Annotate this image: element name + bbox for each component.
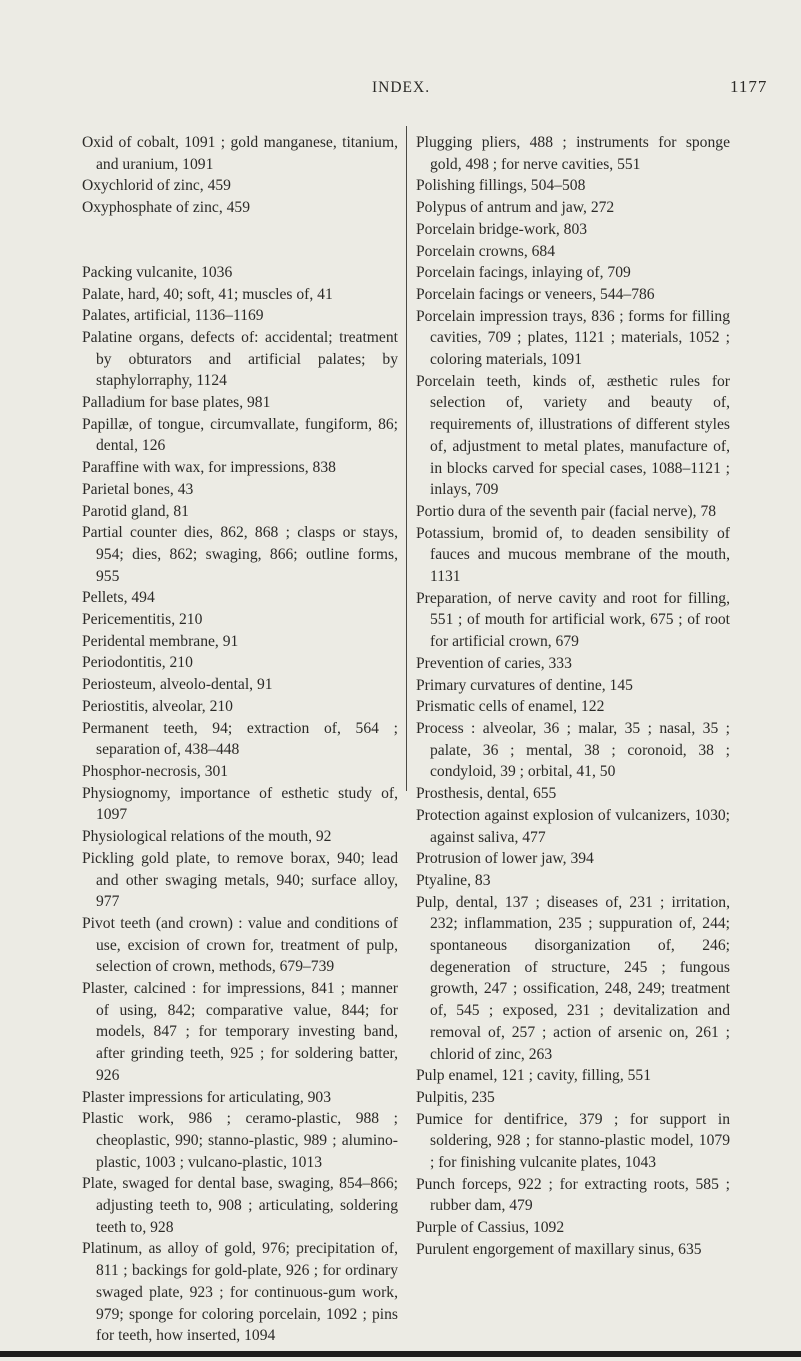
page-number: 1177 xyxy=(730,77,768,96)
index-entry: Portio dura of the seventh pair (facial nerve), 78 xyxy=(416,502,717,520)
index-entry: Palladium for base plates, 981 xyxy=(82,394,271,412)
index-entry: Porcelain teeth, kinds of, æsthetic rules for selection of, variety and beauty of, requirements of, illustrations of different styles of, adjustment to metal plates, manufacture of, in blocks carved for special cases, 1088–1121 ; inlays, 709 xyxy=(416,372,730,499)
index-entry: Process : alveolar, 36 ; malar, 35 ; nasal, 35 ; palate, 36 ; mental, 38 ; coronoid, 38 ; condyloid, 39 ; orbital, 41, 50 xyxy=(416,719,730,781)
index-entry: Papillæ, of tongue, circumvallate, fungiform, 86; dental, 126 xyxy=(82,415,398,455)
index-entry: Plaster, calcined : for impressions, 841 ; manner of using, 842; comparative value, 844; for models, 847 ; for temporary investing band, after grinding teeth, 925 ; for soldering batter, 926 xyxy=(82,980,398,1084)
index-entry: Purulent engorgement of maxillary sinus, 635 xyxy=(416,1240,702,1258)
index-entry: Palate, hard, 40; soft, 41; muscles of, 41 xyxy=(82,285,333,303)
right-column xyxy=(416,132,730,1261)
index-entry: Porcelain facings or veneers, 544–786 xyxy=(416,285,655,303)
index-entry: Pulp, dental, 137 ; diseases of, 231 ; irritation, 232; inflammation, 235 ; suppuration of, 244; spontaneous disorganization of, 246; degeneration of structure, 245 ; fungous growth, 247 ; ossification, 248, 249; treatment of, 545 ; exposed, 231 ; devitalization and removal of, 257 ; action of arsenic on, 261 ; chlorid of zinc, 263 xyxy=(416,893,730,1063)
index-entry: Porcelain facings, inlaying of, 709 xyxy=(416,264,631,282)
index-entry: Palatine organs, defects of: accidental; treatment by obturators and artificial palates; by staphylorraphy, 1124 xyxy=(82,328,398,390)
index-entry: Periodontitis, 210 xyxy=(82,654,193,672)
index-entry: Protrusion of lower jaw, 394 xyxy=(416,850,594,868)
index-entry: Periosteum, alveolo-dental, 91 xyxy=(82,676,273,694)
index-entry: Porcelain crowns, 684 xyxy=(416,242,556,260)
letter-gap xyxy=(82,219,398,262)
left-column xyxy=(82,132,398,1347)
index-entry: Plate, swaged for dental base, swaging, 854–866; adjusting teeth to, 908 ; articulating, soldering teeth to, 928 xyxy=(82,1175,398,1236)
bottom-edge-bar xyxy=(0,1351,801,1357)
index-entry: Physiognomy, importance of esthetic study of, 1097 xyxy=(82,784,398,824)
index-entry: Pulpitis, 235 xyxy=(416,1088,495,1106)
index-entry: Peridental membrane, 91 xyxy=(82,632,239,650)
index-entry: Protection against explosion of vulcanizers, 1030; against saliva, 477 xyxy=(416,806,730,846)
index-entry: Platinum, as alloy of gold, 976; precipitation of, 811 ; backings for gold-plate, 926 ; for ordinary swaged plate, 923 ; for continuous-gum work, 979; sponge for coloring porcelain, 1092 ; pins for teeth, how inserted, 1094 xyxy=(82,1240,398,1345)
index-entry: Pumice for dentifrice, 379 ; for support in soldering, 928 ; for stanno-plastic model, 1079 ; for finishing vulcanite plates, 1043 xyxy=(416,1110,730,1172)
index-entry: Pickling gold plate, to remove borax, 940; lead and other swaging metals, 940; surface alloy, 977 xyxy=(82,849,398,911)
index-entry: Primary curvatures of dentine, 145 xyxy=(416,676,633,694)
index-entry: Prosthesis, dental, 655 xyxy=(416,785,557,803)
index-entry: Oxid of cobalt, 1091 ; gold manganese, titanium, and uranium, 1091 xyxy=(82,134,398,173)
index-entry: Pellets, 494 xyxy=(82,589,155,607)
index-entry: Prismatic cells of enamel, 122 xyxy=(416,698,605,716)
index-entry: Ptyaline, 83 xyxy=(416,871,491,889)
index-entry: Pivot teeth (and crown) : value and conditions of use, excision of crown for, treatment of pulp, selection of crown, methods, 679–739 xyxy=(82,914,398,976)
index-entry: Physiological relations of the mouth, 92 xyxy=(82,828,332,846)
index-entry: Pulp enamel, 121 ; cavity, filling, 551 xyxy=(416,1067,652,1085)
page-title: INDEX. xyxy=(372,79,431,96)
index-entry: Phosphor-necrosis, 301 xyxy=(82,762,229,780)
column-divider xyxy=(406,126,407,791)
index-entry: Packing vulcanite, 1036 xyxy=(82,263,233,281)
index-entry: Parotid gland, 81 xyxy=(82,502,189,520)
index-entry: Permanent teeth, 94; extraction of, 564 ; separation of, 438–448 xyxy=(82,719,398,759)
index-entry: Potassium, bromid of, to deaden sensibility of fauces and mucous membrane of the mouth, 1131 xyxy=(416,524,730,586)
index-entry: Plugging pliers, 488 ; instruments for sponge gold, 498 ; for nerve cavities, 551 xyxy=(416,134,730,173)
index-entry: Porcelain bridge-work, 803 xyxy=(416,220,588,238)
index-entry: Porcelain impression trays, 836 ; forms for filling cavities, 709 ; plates, 1121 ; materials, 1052 ; coloring materials, 1091 xyxy=(416,307,730,369)
index-entry: Partial counter dies, 862, 868 ; clasps or stays, 954; dies, 862; swaging, 866; outline forms, 955 xyxy=(82,524,398,585)
index-entry: Plastic work, 986 ; ceramo-plastic, 988 ; cheoplastic, 990; stanno-plastic, 989 ; alumino-plastic, 1003 ; vulcano-plastic, 1013 xyxy=(82,1110,398,1171)
index-entry: Paraffine with wax, for impressions, 838 xyxy=(82,459,336,477)
index-entry: Pericementitis, 210 xyxy=(82,611,203,629)
index-entry: Polishing fillings, 504–508 xyxy=(416,177,586,195)
index-entry: Prevention of caries, 333 xyxy=(416,654,572,672)
index-entry: Polypus of antrum and jaw, 272 xyxy=(416,199,615,217)
index-entry: Punch forceps, 922 ; for extracting roots, 585 ; rubber dam, 479 xyxy=(416,1175,730,1215)
index-entry: Preparation, of nerve cavity and root for filling, 551 ; of mouth for artificial work, 675 ; of root for artificial crown, 679 xyxy=(416,589,730,651)
index-entry: Plaster impressions for articulating, 903 xyxy=(82,1088,332,1106)
index-entry: Oxyphosphate of zinc, 459 xyxy=(82,199,251,217)
index-entry: Periostitis, alveolar, 210 xyxy=(82,697,233,715)
index-entry: Palates, artificial, 1136–1169 xyxy=(82,307,264,325)
index-entry: Oxychlorid of zinc, 459 xyxy=(82,177,231,195)
index-entry: Parietal bones, 43 xyxy=(82,480,194,498)
index-entry: Purple of Cassius, 1092 xyxy=(416,1219,565,1237)
